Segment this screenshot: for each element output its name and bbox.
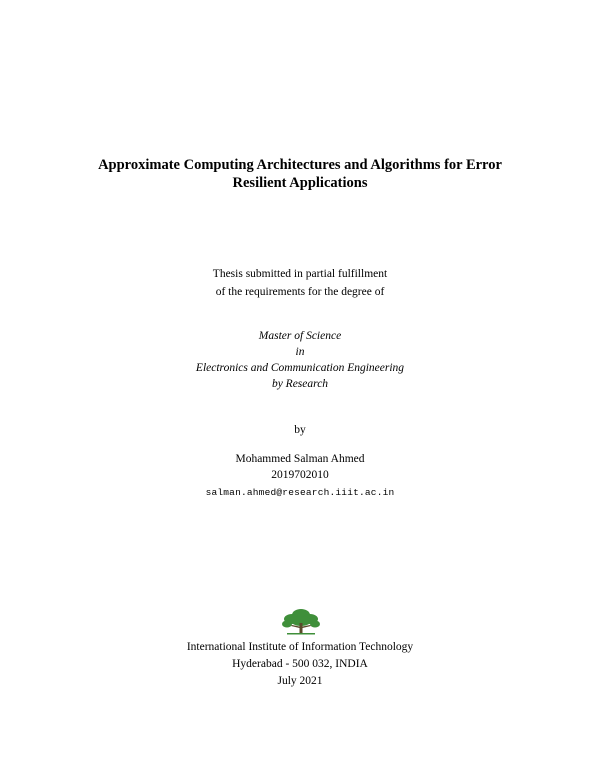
- submission-line-1: Thesis submitted in partial fulfillment: [212, 268, 388, 280]
- institute-name: International Institute of Information Technology: [186, 641, 414, 653]
- author-email: salman.ahmed@research.iiit.ac.in: [205, 487, 395, 498]
- tree-logo-icon: [281, 606, 321, 636]
- author-roll-number: 2019702010: [271, 469, 329, 481]
- thesis-title-line-1: Approximate Computing Architectures and Algorithms for Error: [98, 157, 502, 173]
- author-name: Mohammed Salman Ahmed: [235, 453, 365, 465]
- degree-in: in: [295, 346, 305, 358]
- degree-name: Master of Science: [258, 330, 342, 342]
- degree-field: Electronics and Communication Engineering: [195, 362, 405, 374]
- institute-address: Hyderabad - 500 032, INDIA: [232, 658, 368, 670]
- by-label: by: [294, 424, 306, 436]
- submission-date: July 2021: [277, 675, 323, 687]
- degree-mode: by Research: [271, 378, 329, 390]
- submission-line-2: of the requirements for the degree of: [215, 286, 385, 298]
- thesis-title-line-2: Resilient Applications: [232, 175, 368, 191]
